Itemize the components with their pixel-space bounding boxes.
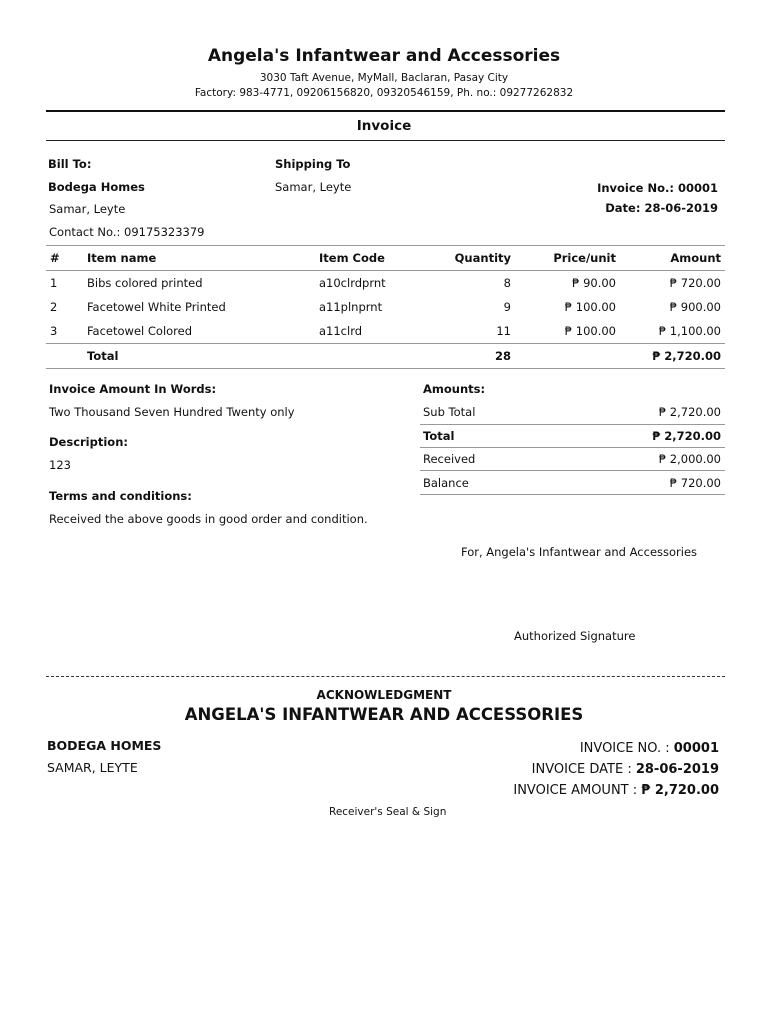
description-label: Description: — [49, 435, 128, 449]
col-header-price: Price/unit — [553, 251, 616, 265]
ack-heading: ACKNOWLEDGMENT — [316, 688, 452, 702]
row-amount: ₱ 900.00 — [669, 300, 721, 314]
ack-company-name: ANGELA'S INFANTWEAR AND ACCESSORIES — [184, 705, 584, 724]
table-total-row — [46, 344, 725, 369]
amounts-total-row — [420, 425, 725, 448]
terms-value: Received the above goods in good order and condition. — [49, 512, 368, 526]
amounts-total-value: ₱ 2,720.00 — [652, 429, 721, 443]
row-amount: ₱ 1,100.00 — [658, 324, 721, 338]
col-header-no: # — [50, 251, 60, 265]
row-item-code: a11plnprnt — [319, 300, 383, 314]
amounts-label: Amounts: — [423, 382, 486, 396]
row-quantity: 9 — [503, 300, 511, 314]
invoice-number: Invoice No.: 00001 — [597, 181, 718, 195]
tear-line — [46, 676, 725, 677]
balance-value: ₱ 720.00 — [669, 476, 721, 490]
ack-invoice-number-label: INVOICE NO. : — [579, 741, 674, 756]
company-address: 3030 Taft Avenue, MyMall, Baclaran, Pasay City — [259, 72, 509, 84]
table-row — [46, 319, 725, 344]
bill-to-address: Samar, Leyte — [49, 202, 126, 216]
received-row — [420, 448, 725, 471]
sub-total-value: ₱ 2,720.00 — [658, 405, 721, 419]
col-header-item-name: Item name — [87, 251, 157, 265]
received-value: ₱ 2,000.00 — [658, 452, 721, 466]
row-price: ₱ 100.00 — [564, 324, 616, 338]
invoice-title: Invoice — [356, 118, 412, 134]
ack-customer-address: SAMAR, LEYTE — [47, 760, 138, 775]
row-no: 3 — [50, 324, 58, 338]
receiver-seal-sign: Receiver's Seal & Sign — [329, 806, 447, 818]
amount-in-words-label: Invoice Amount In Words: — [49, 382, 217, 396]
row-quantity: 11 — [496, 324, 511, 338]
ack-invoice-amount-value: ₱ 2,720.00 — [641, 783, 719, 798]
table-row — [46, 295, 725, 319]
shipping-address: Samar, Leyte — [275, 180, 352, 194]
shipping-label: Shipping To — [275, 157, 351, 171]
table-header-row — [46, 246, 725, 271]
row-amount: ₱ 720.00 — [669, 276, 721, 290]
bill-to-label: Bill To: — [48, 157, 92, 171]
row-no: 2 — [50, 300, 58, 314]
invoice-date: Date: 28-06-2019 — [605, 201, 718, 215]
row-item-name: Bibs colored printed — [87, 276, 203, 290]
total-amount: ₱ 2,720.00 — [652, 349, 721, 363]
company-contact: Factory: 983-4771, 09206156820, 09320546159, Ph. no.: 09277262832 — [194, 87, 574, 99]
balance-label: Balance — [423, 476, 469, 490]
amounts-divider — [420, 494, 725, 495]
row-item-name: Facetowel White Printed — [87, 300, 226, 314]
row-no: 1 — [50, 276, 58, 290]
total-quantity: 28 — [494, 349, 511, 363]
col-header-amount: Amount — [670, 251, 721, 265]
bill-to-contact: Contact No.: 09175323379 — [49, 225, 205, 239]
header-divider-bottom — [46, 140, 725, 141]
ack-invoice-number — [440, 741, 719, 756]
description-value: 123 — [49, 458, 71, 472]
for-company-line: For, Angela's Infantwear and Accessories — [461, 545, 698, 559]
balance-row — [420, 472, 725, 495]
received-label: Received — [423, 452, 476, 466]
sub-total-label: Sub Total — [423, 405, 476, 419]
col-header-item-code: Item Code — [319, 251, 385, 265]
row-item-name: Facetowel Colored — [87, 324, 193, 338]
terms-label: Terms and conditions: — [49, 489, 192, 503]
ack-invoice-date — [440, 762, 719, 777]
authorized-signature: Authorized Signature — [514, 629, 636, 643]
row-quantity: 8 — [503, 276, 511, 290]
row-item-code: a11clrd — [319, 324, 363, 338]
total-label: Total — [87, 349, 119, 363]
items-table — [46, 245, 725, 369]
table-row — [46, 271, 725, 296]
amount-in-words-value: Two Thousand Seven Hundred Twenty only — [49, 405, 295, 419]
amounts-total-label: Total — [423, 429, 455, 443]
ack-invoice-amount-label: INVOICE AMOUNT : — [513, 783, 642, 798]
row-price: ₱ 100.00 — [564, 300, 616, 314]
header-divider-top — [46, 110, 725, 112]
bill-to-name: Bodega Homes — [48, 180, 145, 194]
col-header-quantity: Quantity — [454, 251, 511, 265]
row-item-code: a10clrdprnt — [319, 276, 386, 290]
row-price: ₱ 90.00 — [572, 276, 616, 290]
ack-invoice-date-label: INVOICE DATE : — [531, 762, 636, 777]
company-name: Angela's Infantwear and Accessories — [207, 46, 561, 66]
ack-invoice-amount — [440, 783, 719, 798]
sub-total-row — [420, 401, 725, 424]
ack-customer-name: BODEGA HOMES — [47, 738, 162, 753]
amounts-divider — [420, 470, 725, 471]
ack-invoice-number-value: 00001 — [673, 741, 719, 756]
ack-invoice-date-value: 28-06-2019 — [635, 762, 719, 777]
